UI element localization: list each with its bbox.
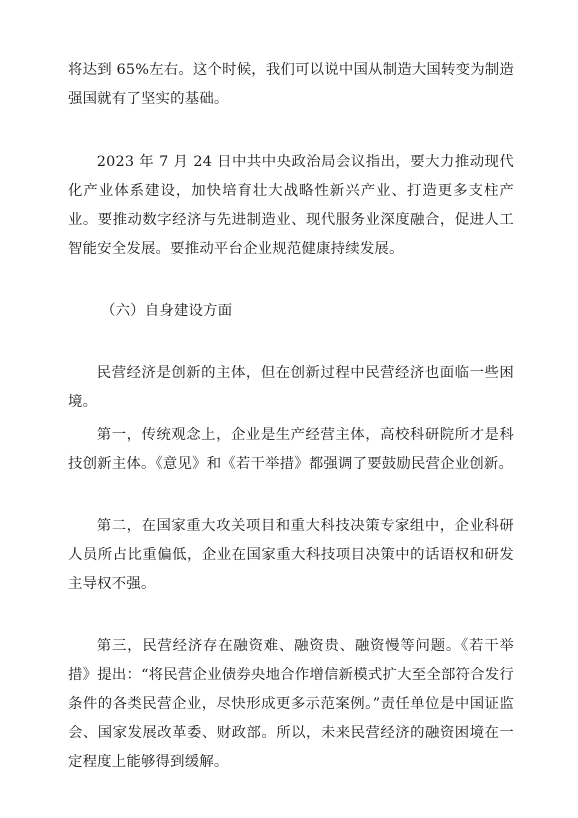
paragraph-politburo-meeting: 2023 年 7 月 24 日中共中央政治局会议指出，要大力推动现代化产业体系建设，加快培育壮大战略性新兴产业、打造更多支柱产业。要推动数字经济与先进制造业、现代服务业深度融合，促进人工智能安全发展。要推动平台企业规范健康持续发展。 [68,154,514,257]
paragraph-continuation: 将达到 65%左右。这个时候，我们可以说中国从制造大国转变为制造强国就有了坚实的基础。 [68,62,514,107]
section-heading: （六）自身建设方面 [101,303,233,319]
paragraph-innovation-intro: 民营经济是创新的主体，但在创新过程中民营经济也面临一些困境。 [68,365,514,410]
paragraph-second-point: 第二，在国家重大攻关项目和重大科技决策专家组中，企业科研人员所占比重偏低，企业在国家重大科技项目决策中的话语权和研发主导权不强。 [68,518,514,592]
paragraph-third-point: 第三，民营经济存在融资难、融资贵、融资慢等问题。《若干举措》提出：“将民营企业债券央地合作增信新模式扩大至全部符合发行条件的各类民营企业，尽快形成更多示范案例。”责任单位是中国证监会、国家发展改革委、财政部。所以，未来民营经济的融资困境在一定程度上能够得到缓解。 [68,638,514,770]
paragraph-first-point: 第一，传统观念上，企业是生产经营主体，高校科研院所才是科技创新主体。《意见》和《若干举措》都强调了要鼓励民营企业创新。 [68,427,514,472]
